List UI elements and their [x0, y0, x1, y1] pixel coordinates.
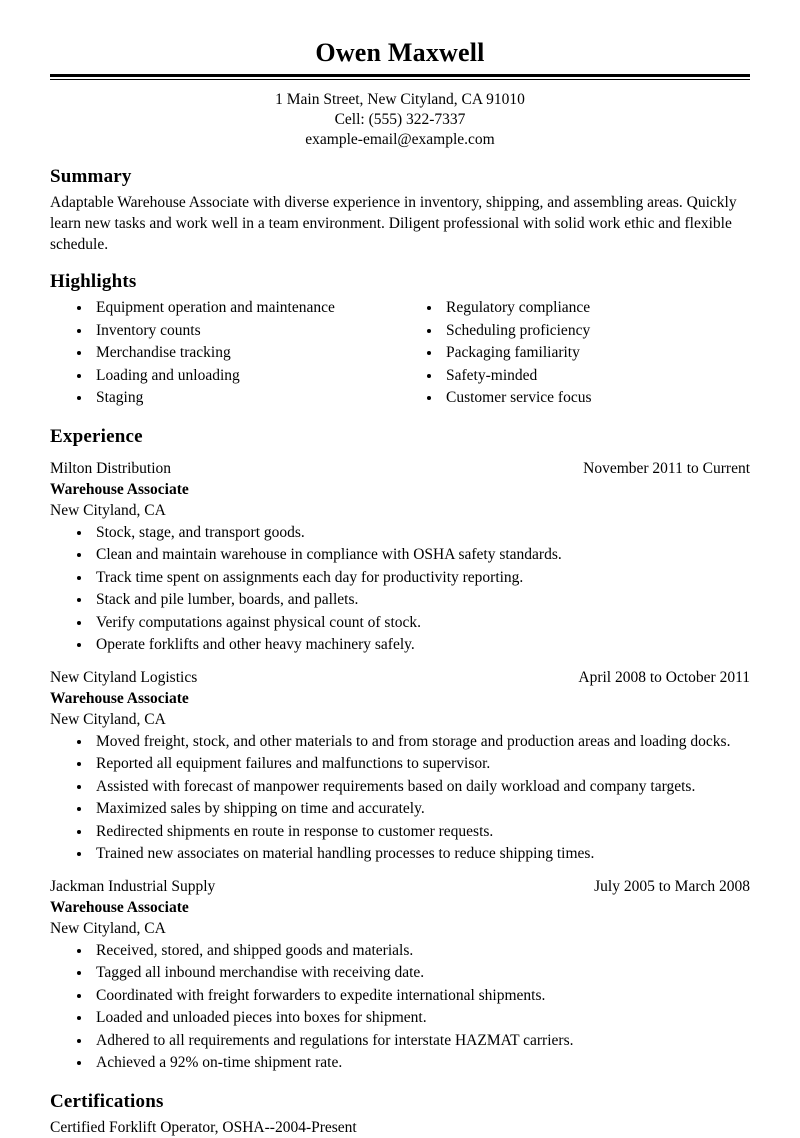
- list-item: • Merchandise tracking: [92, 342, 400, 365]
- list-item: • Loaded and unloaded pieces into boxes for shipment.: [92, 1007, 750, 1030]
- list-item: • Verify computations against physical count of stock.: [92, 612, 750, 635]
- employment-dates: November 2011 to Current: [583, 459, 750, 477]
- duties-list: [50, 731, 750, 866]
- summary-text: Adaptable Warehouse Associate with diverse experience in inventory, shipping, and assembling areas. Quickly learn new tasks and work well in a team environment. Diligent professional with solid work ethic and flexible schedule.: [50, 194, 737, 253]
- list-item: • Customer service focus: [442, 387, 750, 410]
- job-location: New Cityland, CA: [50, 501, 166, 519]
- job-title: Warehouse Associate: [50, 689, 189, 707]
- list-item: • Loading and unloading: [92, 365, 400, 388]
- section-heading-certifications: Certifications: [50, 1090, 164, 1112]
- contact-phone: Cell: (555) 322-7337: [334, 111, 466, 128]
- contact-email: example-email@example.com: [305, 131, 495, 148]
- list-item: • Regulatory compliance: [442, 297, 750, 320]
- employer-name: New Cityland Logistics: [50, 668, 198, 686]
- duties-list: [50, 522, 750, 657]
- list-item: • Stock, stage, and transport goods.: [92, 522, 750, 545]
- list-item: • Operate forklifts and other heavy machinery safely.: [92, 634, 750, 657]
- contact-address: 1 Main Street, New Cityland, CA 91010: [275, 91, 525, 108]
- contact-block: [50, 90, 750, 150]
- list-item: • Coordinated with freight forwarders to expedite international shipments.: [92, 985, 750, 1008]
- section-heading-summary: Summary: [50, 166, 132, 187]
- job-title: Warehouse Associate: [50, 480, 189, 498]
- list-item: • Maximized sales by shipping on time and accurately.: [92, 798, 750, 821]
- list-item: • Received, stored, and shipped goods and materials.: [92, 940, 750, 963]
- experience-header: [50, 876, 750, 897]
- list-item: • Stack and pile lumber, boards, and pallets.: [92, 589, 750, 612]
- section-heading-highlights: Highlights: [50, 271, 137, 292]
- highlights-columns: [50, 297, 750, 410]
- section-heading-experience: Experience: [50, 425, 143, 447]
- list-item: • Scheduling proficiency: [442, 320, 750, 343]
- certification-text: Certified Forklift Operator, OSHA--2004-Present: [50, 1118, 357, 1136]
- job-location: New Cityland, CA: [50, 710, 166, 728]
- highlights-list-left: [50, 297, 400, 410]
- experience-entry: [50, 667, 750, 866]
- employment-dates: July 2005 to March 2008: [594, 877, 750, 895]
- header-divider: [50, 74, 750, 80]
- highlights-list-right: [400, 297, 750, 410]
- candidate-name: Owen Maxwell: [315, 38, 485, 67]
- duties-list: [50, 940, 750, 1075]
- list-item: • Reported all equipment failures and malfunctions to supervisor.: [92, 753, 750, 776]
- experience-header: [50, 458, 750, 479]
- experience-entry: [50, 876, 750, 1075]
- list-item: • Safety-minded: [442, 365, 750, 388]
- list-item: • Equipment operation and maintenance: [92, 297, 400, 320]
- experience-header: [50, 667, 750, 688]
- list-item: • Track time spent on assignments each day for productivity reporting.: [92, 567, 750, 590]
- employer-name: Milton Distribution: [50, 459, 171, 477]
- list-item: • Redirected shipments en route in response to customer requests.: [92, 821, 750, 844]
- job-title: Warehouse Associate: [50, 898, 189, 916]
- list-item: • Assisted with forecast of manpower requirements based on daily workload and company targets.: [92, 776, 750, 799]
- highlights-column-left: [50, 297, 400, 410]
- job-location: New Cityland, CA: [50, 919, 166, 937]
- highlights-column-right: [400, 297, 750, 410]
- list-item: • Clean and maintain warehouse in compliance with OSHA safety standards.: [92, 544, 750, 567]
- list-item: • Adhered to all requirements and regulations for interstate HAZMAT carriers.: [92, 1030, 750, 1053]
- list-item: • Tagged all inbound merchandise with receiving date.: [92, 962, 750, 985]
- list-item: • Achieved a 92% on-time shipment rate.: [92, 1052, 750, 1075]
- list-item: • Trained new associates on material handling processes to reduce shipping times.: [92, 843, 750, 866]
- experience-entry: [50, 458, 750, 657]
- employer-name: Jackman Industrial Supply: [50, 877, 216, 895]
- employment-dates: April 2008 to October 2011: [578, 668, 750, 686]
- list-item: • Inventory counts: [92, 320, 400, 343]
- list-item: • Staging: [92, 387, 400, 410]
- list-item: • Moved freight, stock, and other materials to and from storage and production areas and loading docks.: [92, 731, 750, 754]
- list-item: • Packaging familiarity: [442, 342, 750, 365]
